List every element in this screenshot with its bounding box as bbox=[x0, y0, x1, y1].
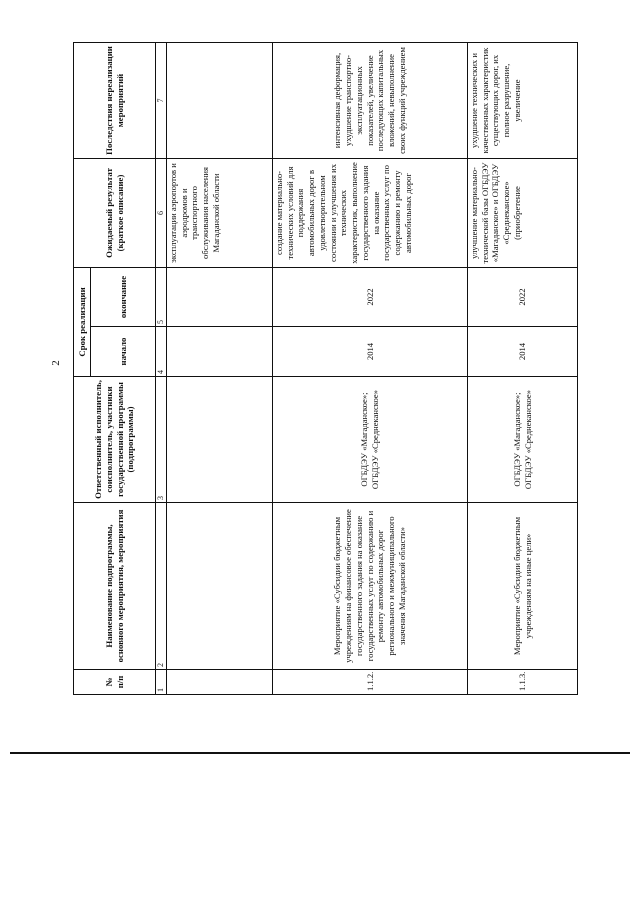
header-start: начало bbox=[91, 327, 156, 377]
cell-start: 2014 bbox=[468, 327, 578, 377]
cell-start bbox=[167, 327, 273, 377]
cell-result: эксплуатации аэропортов и аэродромов и транспортного обслуживания населения Магаданской области bbox=[167, 158, 273, 267]
cell-consequences: интенсивная деформация, ухудшение транспортно-эксплуатационных показателей, увеличение последующих капитальных вложений, невыполнение своих функций учреждением bbox=[273, 42, 468, 158]
column-number-row bbox=[156, 42, 167, 694]
header-consequences: Последствия нереализации мероприятий bbox=[74, 42, 156, 158]
cell-num bbox=[167, 670, 273, 695]
cell-executor: ОГБДЭУ «Магаданское»; ОГБДЭУ «Среднеканское» bbox=[273, 377, 468, 503]
page-number: 2 bbox=[50, 360, 62, 366]
column-number: 1 bbox=[156, 670, 167, 695]
program-measures-table bbox=[73, 42, 578, 695]
column-number: 6 bbox=[156, 158, 167, 267]
header-executor: Ответственный исполнитель, соисполнитель, участники государственной программы (подпрограммы) bbox=[74, 377, 156, 503]
cell-end bbox=[167, 267, 273, 326]
table-row-continuation bbox=[167, 42, 273, 694]
cell-result: улучшение материально-технической базы ОГБДЭУ «Магаданское» и ОГБДЭУ «Среднеканское» (приобретение bbox=[468, 158, 578, 267]
header-num: № п/п bbox=[74, 670, 156, 695]
rotated-table-wrapper bbox=[73, 43, 571, 695]
table-row bbox=[273, 42, 468, 694]
cell-end: 2022 bbox=[273, 267, 468, 326]
table-row bbox=[468, 42, 578, 694]
cell-num: 1.1.3. bbox=[468, 670, 578, 695]
cell-consequences bbox=[167, 42, 273, 158]
table-header-row-1 bbox=[74, 42, 91, 694]
header-period: Срок реализации bbox=[74, 267, 91, 376]
cell-name: Мероприятие «Субсидии бюджетным учреждениям на иные цели» bbox=[468, 503, 578, 670]
cell-start: 2014 bbox=[273, 327, 468, 377]
header-result: Ожидаемый результат (краткое описание) bbox=[74, 158, 156, 267]
header-end: окончание bbox=[91, 267, 156, 326]
column-number: 2 bbox=[156, 503, 167, 670]
footer-divider bbox=[10, 752, 630, 754]
cell-consequences: ухудшение технических и качественных характеристик существующих дорог, их полное разрушение, увеличение bbox=[468, 42, 578, 158]
column-number: 5 bbox=[156, 267, 167, 326]
cell-end: 2022 bbox=[468, 267, 578, 326]
header-name: Наименование подпрограммы, основного мероприятия, мероприятия bbox=[74, 503, 156, 670]
cell-executor: ОГБДЭУ «Магаданское»; ОГБДЭУ «Среднеканское» bbox=[468, 377, 578, 503]
cell-num: 1.1.2. bbox=[273, 670, 468, 695]
cell-result: создание материально-технических условий для поддержания автомобильных дорог в удовлетворительном состоянии и улучшения их технических характеристик, выполнение государственного задания на оказание государственных услуг по содержанию и ремонту автомобильных дорог bbox=[273, 158, 468, 267]
column-number: 3 bbox=[156, 377, 167, 503]
cell-name: Мероприятие «Субсидии бюджетным учреждениям на финансовое обеспечение государственного задания на оказание государственных услуг по содержанию и ремонту автомобильных дорог регионального и межмуниципального значения Магаданской области» bbox=[273, 503, 468, 670]
cell-executor bbox=[167, 377, 273, 503]
column-number: 7 bbox=[156, 42, 167, 158]
cell-name bbox=[167, 503, 273, 670]
column-number: 4 bbox=[156, 327, 167, 377]
